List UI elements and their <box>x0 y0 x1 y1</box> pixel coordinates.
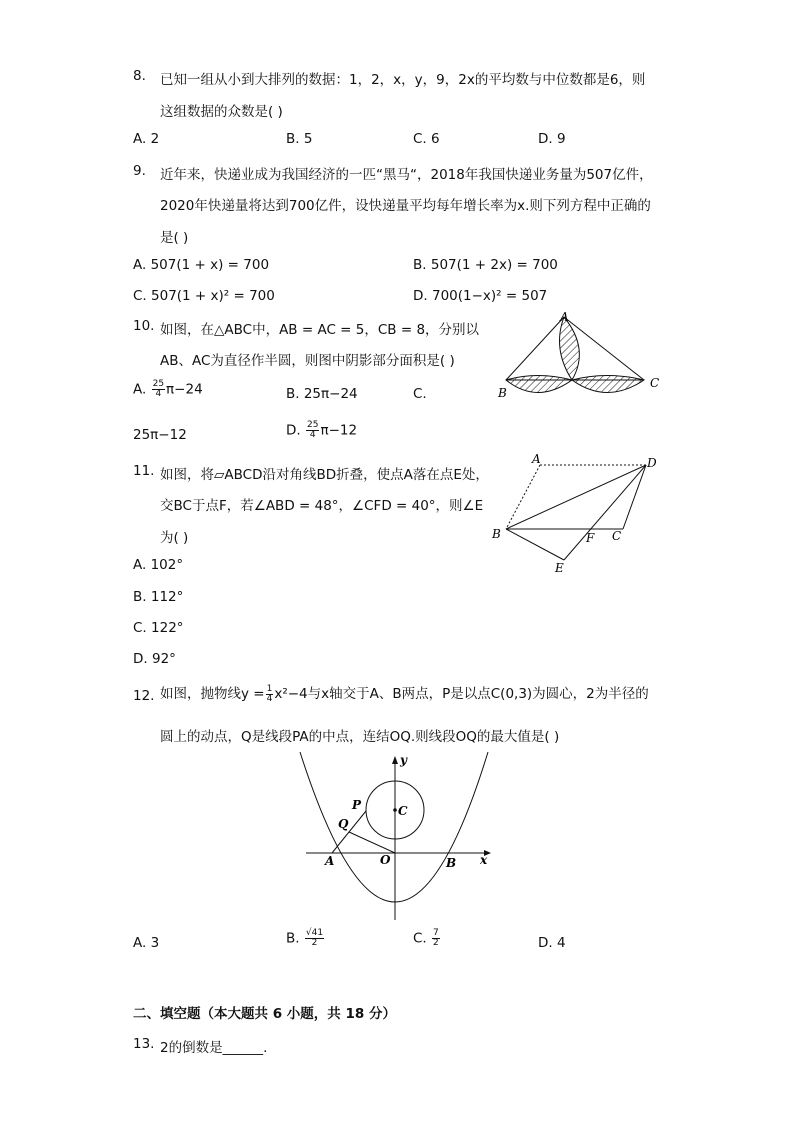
q12-label-y: y <box>400 753 407 767</box>
q12-number: 12. <box>133 688 155 704</box>
q12-label-x: x <box>480 853 488 867</box>
q9-stem-line3: 是( ) <box>160 230 189 246</box>
q13-stem: 2的倒数是______. <box>160 1040 268 1056</box>
q9-option-b: B. 507(1 + 2x) = 700 <box>413 257 558 273</box>
q10-shade-left <box>506 376 572 393</box>
q10-number: 10. <box>133 318 155 334</box>
q10-option-a: A. $\frac{25}{4}$ π−24 <box>133 379 203 399</box>
q8-option-d: D. 9 <box>538 131 566 147</box>
q11-label-f: F <box>586 531 595 545</box>
q12-label-o: O <box>380 853 391 867</box>
q11-label-a: A <box>532 452 541 466</box>
q8-number: 8. <box>133 68 146 84</box>
q10-label-a: A <box>560 310 569 324</box>
q11-option-c: C. 122° <box>133 620 184 636</box>
q12-option-c: C. $\frac{7}{2}$ <box>413 928 439 948</box>
q12-option-a: A. 3 <box>133 935 160 951</box>
q11-label-b: B <box>492 527 501 541</box>
q9-option-d: D. 700(1−x)² = 507 <box>413 288 548 304</box>
q11-label-d: D <box>647 456 657 470</box>
q11-label-c: C <box>612 529 622 543</box>
q9-option-c: C. 507(1 + x)² = 700 <box>133 288 275 304</box>
q9-stem-line2: 2020年快递量将达到700亿件，设快递量平均每年增长率为x.则下列方程中正确的 <box>160 198 651 214</box>
q8-option-c: C. 6 <box>413 131 440 147</box>
q8-option-a: A. 2 <box>133 131 160 147</box>
q9-option-a: A. 507(1 + x) = 700 <box>133 257 270 273</box>
q11-figure <box>488 450 668 575</box>
q11-label-e: E <box>555 561 564 575</box>
q8-option-b: B. 5 <box>286 131 313 147</box>
q8-stem-line1: 已知一组从小到大排列的数据：1，2，x，y，9，2x的平均数与中位数都是6，则 <box>160 72 646 88</box>
q10-option-c-label: C. <box>413 386 427 402</box>
q11-option-b: B. 112° <box>133 589 184 605</box>
q10-figure <box>490 305 670 405</box>
q11-number: 11. <box>133 463 155 479</box>
q13-number: 13. <box>133 1036 155 1052</box>
q11-option-d: D. 92° <box>133 651 176 667</box>
q12-option-d: D. 4 <box>538 935 566 951</box>
q12-option-b: B. $\frac{√41}{2}$ <box>286 928 324 948</box>
q12-label-c: C <box>398 804 408 818</box>
q10-label-c: C <box>650 376 660 390</box>
q11-stem-line3: 为( ) <box>160 530 189 546</box>
q10-option-b: B. 25π−24 <box>286 386 358 402</box>
q12-figure <box>296 752 496 922</box>
q12-stem-line1: 如图，抛物线y = $\frac{1}{4}$ x²−4与x轴交于A、B两点，P是以点C(0,3)为圆心，2为半径的 <box>160 683 649 704</box>
q10-option-d: D. $\frac{25}{4}$ π−12 <box>286 420 358 440</box>
q11-option-a: A. 102° <box>133 557 184 573</box>
q11-stem-line2: 交BC于点F，若∠ABD = 48°，∠CFD = 40°，则∠E <box>160 498 484 514</box>
q12-parabola <box>300 752 488 902</box>
q10-stem-line1: 如图，在△ABC中，AB = AC = 5，CB = 8，分别以 <box>160 322 480 338</box>
q10-label-b: B <box>498 386 507 400</box>
q9-number: 9. <box>133 163 146 179</box>
q10-shade-right <box>572 376 644 393</box>
q10-option-c-text: 25π−12 <box>133 427 187 443</box>
q8-stem-line2: 这组数据的众数是( ) <box>160 104 283 120</box>
q12-label-p: P <box>352 798 362 812</box>
section-heading: 二、填空题（本大题共 6 小题，共 18 分） <box>133 1006 396 1022</box>
q12-label-q: Q <box>338 817 349 831</box>
q11-stem-line1: 如图，将▱ABCD沿对角线BD折叠，使点A落在点E处， <box>160 467 489 483</box>
q12-stem-line2: 圆上的动点，Q是线段PA的中点，连结OQ.则线段OQ的最大值是( ) <box>160 729 560 745</box>
q12-label-b: B <box>446 856 457 870</box>
q9-stem-line1: 近年来，快递业成为我国经济的一匹“黑马“，2018年我国快递业务量为507亿件， <box>160 167 653 183</box>
q10-stem-line2: AB、AC为直径作半圆，则图中阴影部分面积是( ) <box>160 353 455 369</box>
q12-label-a: A <box>325 854 335 868</box>
